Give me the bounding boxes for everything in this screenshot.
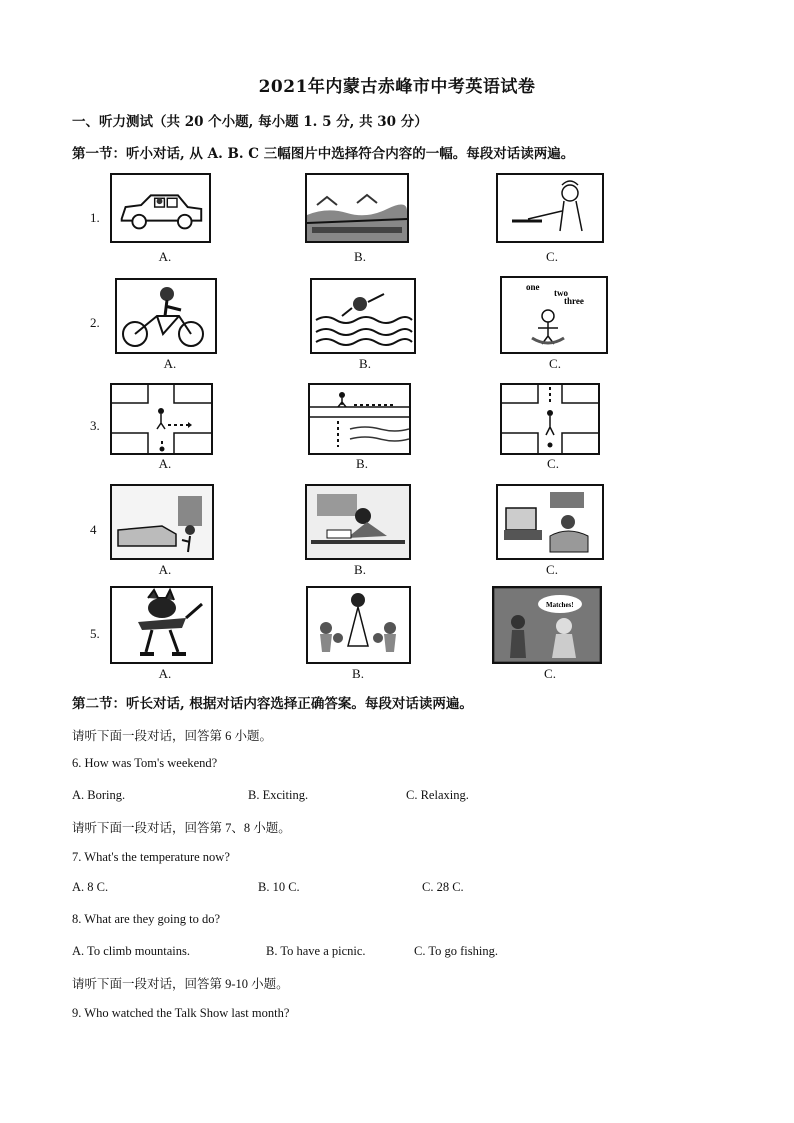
question-number: 4 <box>90 522 97 537</box>
svg-text:one: one <box>526 282 540 292</box>
answer-option: B. To have a picnic. <box>266 944 366 958</box>
question-number: 1. <box>90 210 100 225</box>
option-label: C. <box>547 456 559 471</box>
cartoon-cat-illustration <box>112 588 211 662</box>
question-number: 3. <box>90 418 100 433</box>
instruction: 请听下面一段对话，回答第 7、8 小题。 <box>72 821 291 835</box>
q3-picture-c <box>500 383 600 455</box>
answer-option: C. Relaxing. <box>406 788 469 802</box>
crossroad-map-c <box>502 385 598 453</box>
answer-option: B. 10 C. <box>258 880 300 894</box>
q2-picture-c <box>500 276 608 354</box>
q5-picture-b <box>306 586 411 664</box>
cook-illustration <box>498 175 602 241</box>
answer-option: A. To climb mountains. <box>72 944 190 958</box>
question-7: 7. What's the temperature now? <box>72 850 230 864</box>
q4-picture-c <box>496 484 604 560</box>
answer-option: C. 28 C. <box>422 880 464 894</box>
q3-picture-a <box>110 383 213 455</box>
studying-illustration <box>307 486 409 558</box>
cyclist-illustration <box>117 280 215 352</box>
option-label: A. <box>158 456 172 471</box>
q2-picture-a <box>115 278 217 354</box>
question-9: 9. Who watched the Talk Show last month? <box>72 1006 290 1020</box>
part1-heading: 一、听力测试（共 20 个小题, 每小题 1. 5 分, 共 30 分） <box>72 114 428 130</box>
q2-picture-b <box>310 278 416 354</box>
option-label: A. <box>158 562 172 577</box>
option-label: B. <box>354 249 366 264</box>
section2-heading: 第二节：听长对话, 根据对话内容选择正确答案。每段对话读两遍。 <box>72 696 473 712</box>
svg-text:Matches!: Matches! <box>546 601 574 609</box>
option-label: C. <box>549 356 561 371</box>
q3-picture-b <box>308 383 411 455</box>
bedroom-illustration <box>112 486 212 558</box>
crossroad-map-a <box>112 385 211 453</box>
option-label: B. <box>356 456 368 471</box>
option-label: B. <box>359 356 371 371</box>
svg-text:three: three <box>564 296 584 306</box>
q1-picture-c <box>496 173 604 243</box>
cartoon-scene-illustration <box>494 588 600 662</box>
section1-heading: 第一节：听小对话, 从 A. B. C 三幅图片中选择符合内容的一幅。每段对话读两遍。 <box>72 146 575 162</box>
watching-tv-illustration <box>498 486 602 558</box>
question-number: 5. <box>90 626 100 641</box>
instruction: 请听下面一段对话，回答第 6 小题。 <box>72 729 273 743</box>
option-label: A. <box>163 356 177 371</box>
question-6: 6. How was Tom's weekend? <box>72 756 218 770</box>
counting-child-illustration <box>502 278 606 352</box>
q5-picture-a <box>110 586 213 664</box>
answer-option: A. 8 C. <box>72 880 109 894</box>
option-label: B. <box>354 562 366 577</box>
option-label: B. <box>352 666 364 681</box>
question-number: 2. <box>90 315 100 330</box>
instruction: 请听下面一段对话，回答第 9-10 小题。 <box>72 977 289 991</box>
crossroad-map-b <box>310 385 409 453</box>
car-illustration <box>112 175 209 241</box>
option-label: A. <box>158 249 172 264</box>
option-label: C. <box>546 249 558 264</box>
q1-picture-b <box>305 173 409 243</box>
swimmer-illustration <box>312 280 414 352</box>
answer-option: B. Exciting. <box>248 788 309 802</box>
question-8: 8. What are they going to do? <box>72 912 220 926</box>
answer-option: C. To go fishing. <box>414 944 498 958</box>
option-label: C. <box>546 562 558 577</box>
q4-picture-a <box>110 484 214 560</box>
svg-text:two: two <box>554 288 568 298</box>
q1-picture-a <box>110 173 211 243</box>
q5-picture-c <box>492 586 602 664</box>
cartoon-group-illustration <box>308 588 409 662</box>
option-label: C. <box>544 666 556 681</box>
exam-title: 2021年内蒙古赤峰市中考英语试卷 <box>258 77 536 97</box>
option-label: A. <box>158 666 172 681</box>
farm-field-illustration <box>307 175 407 241</box>
q4-picture-b <box>305 484 411 560</box>
answer-option: A. Boring. <box>72 788 126 802</box>
